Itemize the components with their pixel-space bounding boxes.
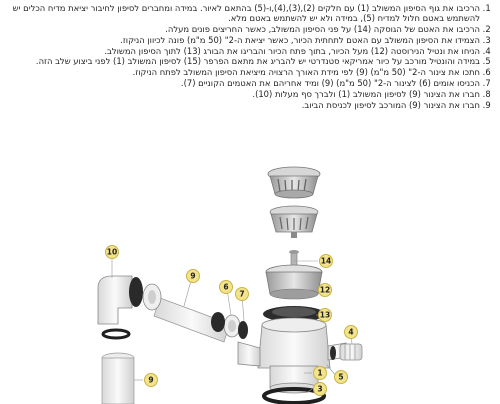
- strainer-basket: [268, 167, 320, 198]
- callout-10: [106, 246, 119, 259]
- nut-6b: [211, 312, 225, 332]
- steel-drain-12: [266, 265, 322, 299]
- svg-text:9: 9: [148, 375, 154, 385]
- svg-text:14: 14: [320, 256, 332, 266]
- svg-text:3: 3: [317, 384, 323, 394]
- callout-6: [220, 281, 233, 294]
- step-9: 9. חברו את הצינור (9) המורכב לסיפון לכניסת הביוב.: [10, 100, 480, 110]
- svg-text:7: 7: [239, 289, 245, 299]
- step-6: 6. חתכו את צינור ה-2" (50 מ"מ) (9) לפי מידת האורך הרצויה מיציאת הסיפון המשולב לפתח הניקוז.: [10, 67, 480, 77]
- callout-7: [236, 288, 249, 301]
- screw-13: [289, 250, 299, 266]
- cone-gasket-7: [238, 321, 248, 339]
- callout-9-bottom: [145, 374, 158, 387]
- callout-5: [335, 371, 348, 384]
- siphon-body-1: [238, 318, 346, 393]
- pipe-9-vertical: [102, 353, 134, 404]
- svg-text:13: 13: [319, 310, 331, 320]
- step-7: 7. הכניסו אומים (6) לצינור ה-2" (50 מ"מ) (9) ומיד אחריהם את האטמים הקוניים (7).: [10, 78, 480, 88]
- sink-stopper: [270, 206, 318, 238]
- svg-text:4: 4: [348, 327, 354, 337]
- callout-14: [319, 309, 332, 322]
- svg-text:10: 10: [106, 247, 118, 257]
- nut-6: [224, 315, 240, 337]
- step-3: 3. הצמידו את הסיפון המשולב עם האטם לתחתית הכיור, כאשר יציאת ה-2" (50 מ"מ) פונה לכיוון הניקוז.: [10, 35, 480, 45]
- elbow-10: [98, 276, 161, 324]
- step-1: 1. הרכיבו את גוף הסיפון המשולב (1) עם חלקים (2),(3),(4),ו-(5) בהתאם לאיור. במידה ומחברים לסיפון לחיבור יציאת מדיח הכלים יש להשתמש באטם חלול למדיח (5), במידה ולא יש להשתמש באטם מלא.: [10, 3, 480, 24]
- svg-text:12: 12: [319, 285, 331, 295]
- instructions: [10, 3, 494, 110]
- step-4: 4. הניחו את ונטיל הנירוסטה (12) מעל הכיור, בתוך פתח הכיור והבריגו את הבורג (13) לתוך הסיפון המשולב.: [10, 46, 480, 56]
- steps-list: [10, 3, 494, 110]
- callout-9-top: [187, 270, 200, 283]
- step-2: 2. הרכיבו את האטם של הגוסקה (14) על פני הסיפון המשולב, כאשר החריצים פונים מעלה.: [10, 24, 480, 34]
- callout-12: [319, 284, 332, 297]
- callout-3: [314, 383, 327, 396]
- svg-text:6: 6: [223, 282, 229, 292]
- callout-4: [345, 326, 358, 339]
- step-8: 8. חברו את הצינור (9) לסיפון המשולב (1) ולברך סף מעלות (10).: [10, 89, 480, 99]
- callout-1: [314, 367, 327, 380]
- exploded-diagram: [0, 160, 500, 404]
- svg-text:1: 1: [317, 368, 323, 378]
- svg-text:9: 9: [190, 271, 196, 281]
- step-5: 5. במידה והונטיל מורכב על כיור אמריקאי סטנדרטי יש להבריג את מתאם הפרפר (15) לסיפון המשולב (1) לפני ביצוע שלב הזה.: [10, 56, 480, 66]
- washer-lower: [103, 330, 129, 338]
- svg-text:5: 5: [338, 372, 344, 382]
- callout-13: [320, 255, 333, 268]
